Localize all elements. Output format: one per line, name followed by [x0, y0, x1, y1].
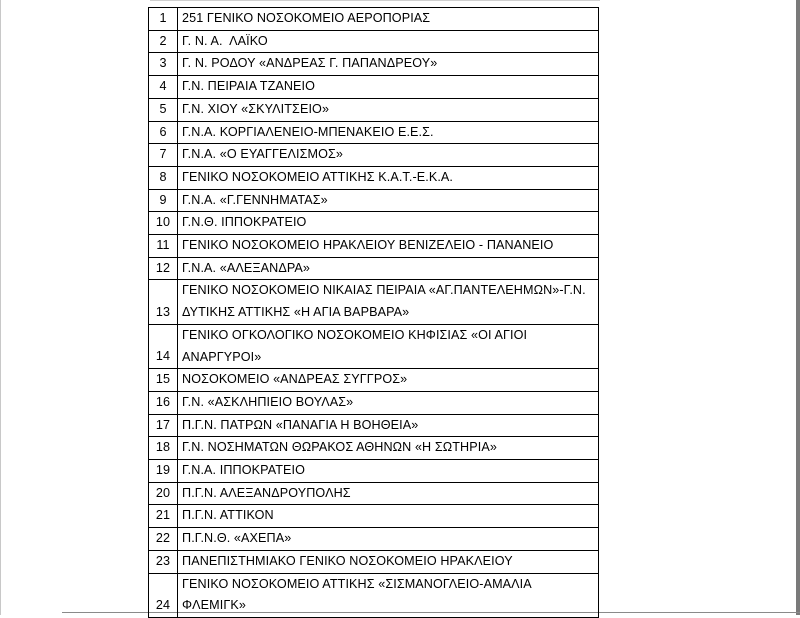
- hospital-name: Γ.Ν.Α. «Γ.ΓΕΝΝΗΜΑΤΑΣ»: [178, 189, 599, 212]
- hospital-name: ΓΕΝΙΚΟ ΝΟΣΟΚΟΜΕΙΟ ΗΡΑΚΛΕΙΟΥ ΒΕΝΙΖΕΛΕΙΟ - ΠΑΝΑΝΕΙΟ: [178, 235, 599, 258]
- page-top-edge: [150, 0, 600, 1]
- row-number: 15: [149, 369, 178, 392]
- hospital-name: Γ.Ν. «ΑΣΚΛΗΠΙΕΙΟ ΒΟΥΛΑΣ»: [178, 391, 599, 414]
- table-row: [149, 121, 599, 144]
- table-row: [149, 528, 599, 551]
- hospital-name: Γ.Ν.Α. ΙΠΠΟΚΡΑΤΕΙΟ: [178, 460, 599, 483]
- table-row: [149, 76, 599, 99]
- hospital-name: Γ. Ν. Α. ΛΑΪΚΟ: [178, 30, 599, 53]
- hospital-name: ΓΕΝΙΚΟ ΟΓΚΟΛΟΓΙΚΟ ΝΟΣΟΚΟΜΕΙΟ ΚΗΦΙΣΙΑΣ «ΟΙ ΑΓΙΟΙ ΑΝΑΡΓΥΡΟΙ»: [178, 324, 599, 368]
- hospital-name: Π.Γ.Ν.Θ. «ΑΧΕΠΑ»: [178, 528, 599, 551]
- page-left-edge: [0, 0, 1, 615]
- hospital-name: ΠΑΝΕΠΙΣΤΗΜΙΑΚΟ ΓΕΝΙΚΟ ΝΟΣΟΚΟΜΕΙΟ ΗΡΑΚΛΕΙΟΥ: [178, 550, 599, 573]
- table-row: [149, 324, 599, 368]
- hospital-name: Π.Γ.Ν. ΑΤΤΙΚΟΝ: [178, 505, 599, 528]
- table-row: [149, 550, 599, 573]
- table-row: [149, 280, 599, 324]
- table-row: [149, 369, 599, 392]
- row-number: 18: [149, 437, 178, 460]
- table-row: [149, 8, 599, 31]
- row-number: 9: [149, 189, 178, 212]
- row-number: 12: [149, 257, 178, 280]
- hospital-name: Γ.Ν.Θ. ΙΠΠΟΚΡΑΤΕΙΟ: [178, 212, 599, 235]
- row-number: 17: [149, 414, 178, 437]
- row-number: 14: [149, 324, 178, 368]
- hospital-table: [148, 7, 599, 618]
- table-row: [149, 437, 599, 460]
- window-right-border: [796, 0, 800, 615]
- table-row: [149, 482, 599, 505]
- table-row: [149, 30, 599, 53]
- hospital-name: ΓΕΝΙΚΟ ΝΟΣΟΚΟΜΕΙΟ ΑΤΤΙΚΗΣ Κ.Α.Τ.-Ε.Κ.Α.: [178, 166, 599, 189]
- table-row: [149, 166, 599, 189]
- hospital-name: ΓΕΝΙΚΟ ΝΟΣΟΚΟΜΕΙΟ ΝΙΚΑΙΑΣ ΠΕΙΡΑΙΑ «ΑΓ.ΠΑΝΤΕΛΕΗΜΩΝ»-Γ.Ν. ΔΥΤΙΚΗΣ ΑΤΤΙΚΗΣ «Η ΑΓΙΑ ΒΑΡΒΑΡΑ»: [178, 280, 599, 324]
- row-number: 13: [149, 280, 178, 324]
- table-row: [149, 460, 599, 483]
- table-row: [149, 391, 599, 414]
- row-number: 7: [149, 144, 178, 167]
- hospital-name: Γ.Ν.Α. «Ο ΕΥΑΓΓΕΛΙΣΜΟΣ»: [178, 144, 599, 167]
- table-row: [149, 212, 599, 235]
- hospital-name: ΓΕΝΙΚΟ ΝΟΣΟΚΟΜΕΙΟ ΑΤΤΙΚΗΣ «ΣΙΣΜΑΝΟΓΛΕΙΟ-ΑΜΑΛΙΑ ΦΛΕΜΙΓΚ»: [178, 573, 599, 617]
- row-number: 16: [149, 391, 178, 414]
- row-number: 8: [149, 166, 178, 189]
- hospital-name: Π.Γ.Ν. ΠΑΤΡΩΝ «ΠΑΝΑΓΙΑ Η ΒΟΗΘΕΙΑ»: [178, 414, 599, 437]
- hospital-name: Π.Γ.Ν. ΑΛΕΞΑΝΔΡΟΥΠΟΛΗΣ: [178, 482, 599, 505]
- hospital-name: Γ.Ν.Α. ΚΟΡΓΙΑΛΕΝΕΙΟ-ΜΠΕΝΑΚΕΙΟ Ε.Ε.Σ.: [178, 121, 599, 144]
- row-number: 10: [149, 212, 178, 235]
- table-row: [149, 573, 599, 617]
- table-row: [149, 144, 599, 167]
- row-number: 6: [149, 121, 178, 144]
- hospital-name: Γ. Ν. ΡΟΔΟΥ «ΑΝΔΡΕΑΣ Γ. ΠΑΠΑΝΔΡΕΟΥ»: [178, 53, 599, 76]
- table-row: [149, 98, 599, 121]
- table-row: [149, 235, 599, 258]
- hospital-name: Γ.Ν. ΝΟΣΗΜΑΤΩΝ ΘΩΡΑΚΟΣ ΑΘΗΝΩΝ «Η ΣΩΤΗΡΙΑ»: [178, 437, 599, 460]
- row-number: 1: [149, 8, 178, 31]
- row-number: 21: [149, 505, 178, 528]
- table-row: [149, 414, 599, 437]
- row-number: 2: [149, 30, 178, 53]
- table-row: [149, 189, 599, 212]
- row-number: 23: [149, 550, 178, 573]
- hospital-name: Γ.Ν. ΠΕΙΡΑΙΑ ΤΖΑΝΕΙΟ: [178, 76, 599, 99]
- row-number: 4: [149, 76, 178, 99]
- hospital-name: 251 ΓΕΝΙΚΟ ΝΟΣΟΚΟΜΕΙΟ ΑΕΡΟΠΟΡΙΑΣ: [178, 8, 599, 31]
- row-number: 19: [149, 460, 178, 483]
- row-number: 24: [149, 573, 178, 617]
- row-number: 5: [149, 98, 178, 121]
- table-row: [149, 505, 599, 528]
- row-number: 11: [149, 235, 178, 258]
- row-number: 20: [149, 482, 178, 505]
- table-row: [149, 53, 599, 76]
- hospital-name: Γ.Ν. ΧΙΟΥ «ΣΚΥΛΙΤΣΕΙΟ»: [178, 98, 599, 121]
- hospital-name: ΝΟΣΟΚΟΜΕΙΟ «ΑΝΔΡΕΑΣ ΣΥΓΓΡΟΣ»: [178, 369, 599, 392]
- row-number: 22: [149, 528, 178, 551]
- row-number: 3: [149, 53, 178, 76]
- table-row: [149, 257, 599, 280]
- hospital-name: Γ.Ν.Α. «ΑΛΕΞΑΝΔΡΑ»: [178, 257, 599, 280]
